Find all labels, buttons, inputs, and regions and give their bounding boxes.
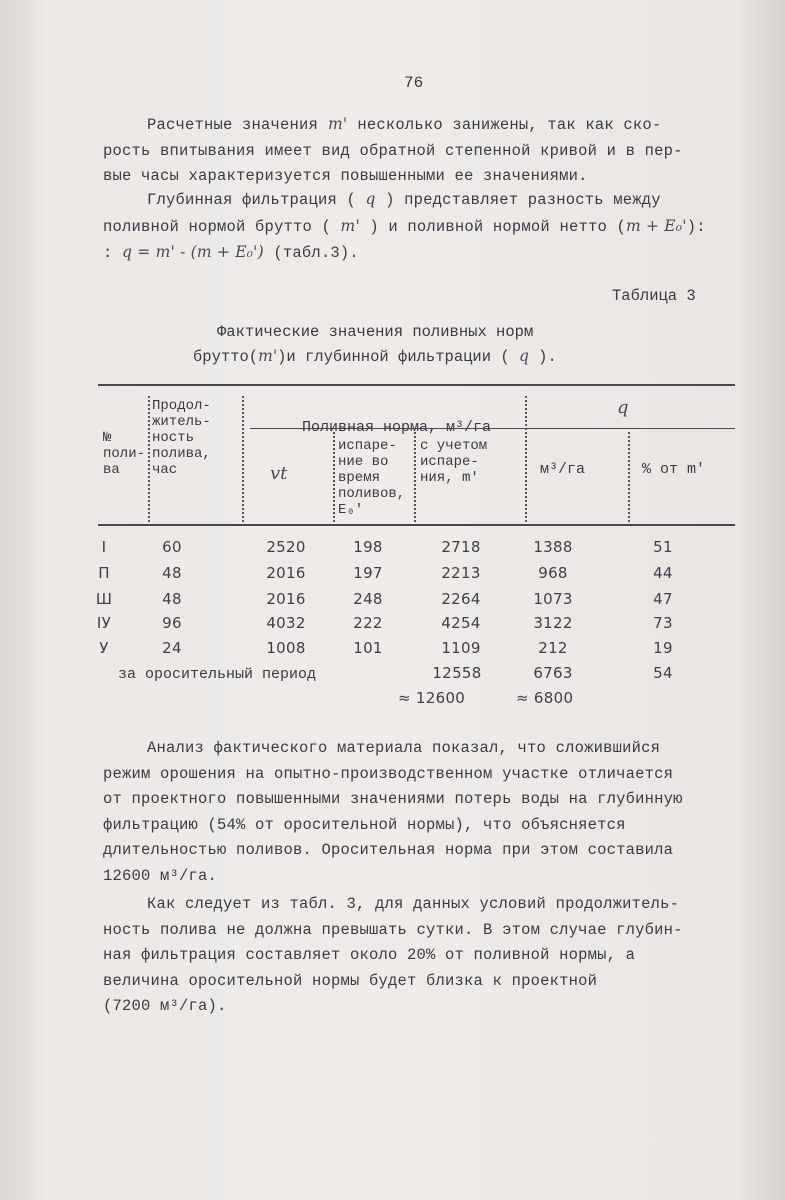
text-line: ность полива не должна превышать сутки. В этом случае глубин- [103, 920, 683, 939]
cell-m-brutto: 2264 [441, 590, 481, 608]
header-percent: % от m' [642, 461, 706, 478]
text-line: от проектного повышенными значениями потерь воды на глубинную [103, 790, 683, 808]
cell-number: I [101, 538, 107, 556]
formula-line: : q = m' - (m + E₀') (табл.3). [103, 243, 359, 262]
cell-duration: 48 [162, 590, 182, 608]
cell-m-brutto: 1109 [441, 639, 481, 657]
approx-m-brutto: ≈ 12600 [398, 689, 466, 707]
cell-q-m3: 968 [538, 564, 568, 582]
cell-q-m3: 3122 [533, 614, 573, 632]
cell-q-percent: 47 [653, 590, 673, 608]
table-top-rule [98, 384, 735, 386]
cell-q-m3: 1388 [533, 538, 573, 556]
cell-vt: 2016 [266, 590, 306, 608]
text-line: режим орошения на опытно-производственном участке отличается [103, 764, 674, 783]
cell-m-brutto: 2718 [441, 538, 481, 556]
cell-q-percent: 73 [653, 614, 673, 632]
header-m3-ha: м³/га [540, 461, 586, 478]
cell-number: Ш [95, 590, 113, 608]
paragraph-intro [103, 112, 723, 190]
header-evaporation: испаре- ние во время поливов, E₀' [338, 438, 406, 518]
cell-q-percent: 19 [653, 639, 673, 657]
header-norm: Поливная норма, м³/га [302, 419, 492, 436]
cell-number: П [98, 564, 110, 582]
column-separator [148, 396, 150, 522]
paragraph-filtration [103, 187, 723, 267]
total-q-percent: 54 [653, 664, 673, 682]
total-label: за оросительный период [118, 666, 317, 683]
text-line: Как следует из табл. 3, для данных условий продолжитель- [147, 895, 680, 913]
cell-evaporation: 197 [353, 564, 383, 582]
header-number: № поли- ва [103, 430, 146, 478]
cell-vt: 2520 [266, 538, 306, 556]
cell-q-m3: 1073 [533, 590, 573, 608]
cell-duration: 48 [162, 564, 182, 582]
text-line: 12600 м³/га. [103, 866, 218, 885]
header-q: q [617, 397, 629, 418]
cell-q-m3: 212 [538, 639, 568, 657]
text-line: Глубинная фильтрация ( q ) представляет разность между [147, 190, 661, 209]
cell-q-percent: 51 [653, 538, 673, 556]
header-vt: vt [270, 463, 288, 484]
table-header-bottom-rule [98, 524, 735, 526]
cell-m-brutto: 2213 [441, 564, 481, 582]
text-line: (7200 м³/га). [103, 997, 227, 1015]
approx-q-m3: ≈ 6800 [516, 689, 574, 707]
cell-evaporation: 248 [353, 590, 383, 608]
column-separator [525, 396, 527, 522]
page-number: 76 [404, 74, 424, 92]
cell-duration: 60 [162, 538, 182, 556]
cell-duration: 96 [162, 614, 182, 632]
cell-vt: 2016 [266, 564, 306, 582]
header-duration: Продол- житель- ность полива, час [152, 398, 211, 478]
total-q-m3: 6763 [533, 664, 573, 682]
cell-m-brutto: 4254 [441, 614, 481, 632]
text-line: величина оросительной нормы будет близка к проектной [103, 971, 598, 990]
text-line: Анализ фактического материала показал, что сложившийся [147, 739, 661, 757]
text-line: фильтрацию (54% от оросительной нормы), что объясняется [103, 815, 626, 834]
cell-vt: 4032 [266, 614, 306, 632]
cell-q-percent: 44 [653, 564, 673, 582]
text-line: рость впитывания имеет вид обратной степенной кривой и в пер- [103, 141, 683, 160]
paragraph-analysis [103, 736, 723, 889]
paragraph-conclusion [103, 892, 723, 1020]
text-line: длительностью поливов. Оросительная норма при этом составила [103, 841, 674, 859]
cell-number: У [99, 639, 109, 657]
cell-vt: 1008 [266, 639, 306, 657]
cell-evaporation: 198 [353, 538, 383, 556]
total-m-brutto: 12558 [432, 664, 482, 682]
column-separator [628, 432, 630, 522]
table-caption-line-1: Фактические значения поливных норм [217, 323, 534, 341]
table-caption-line-2: брутто(m')и глубинной фильтрации ( q ). [193, 347, 557, 366]
text-line: поливной нормой брутто ( m' ) и поливной нормой нетто (m + E₀'): [103, 216, 706, 236]
cell-number: IУ [96, 614, 112, 632]
column-separator [242, 396, 244, 522]
cell-duration: 24 [162, 639, 182, 657]
cell-evaporation: 101 [353, 639, 383, 657]
text-line: ная фильтрация составляет около 20% от поливной нормы, а [103, 946, 636, 964]
text-line: Расчетные значения m' несколько занижены, так как ско- [147, 115, 662, 134]
table-label: Таблица 3 [612, 287, 696, 305]
text-line: вые часы характеризуется повышенными ее значениями. [103, 167, 588, 185]
header-with-evaporation: с учетом испаре- ния, m' [420, 438, 488, 486]
cell-evaporation: 222 [353, 614, 383, 632]
